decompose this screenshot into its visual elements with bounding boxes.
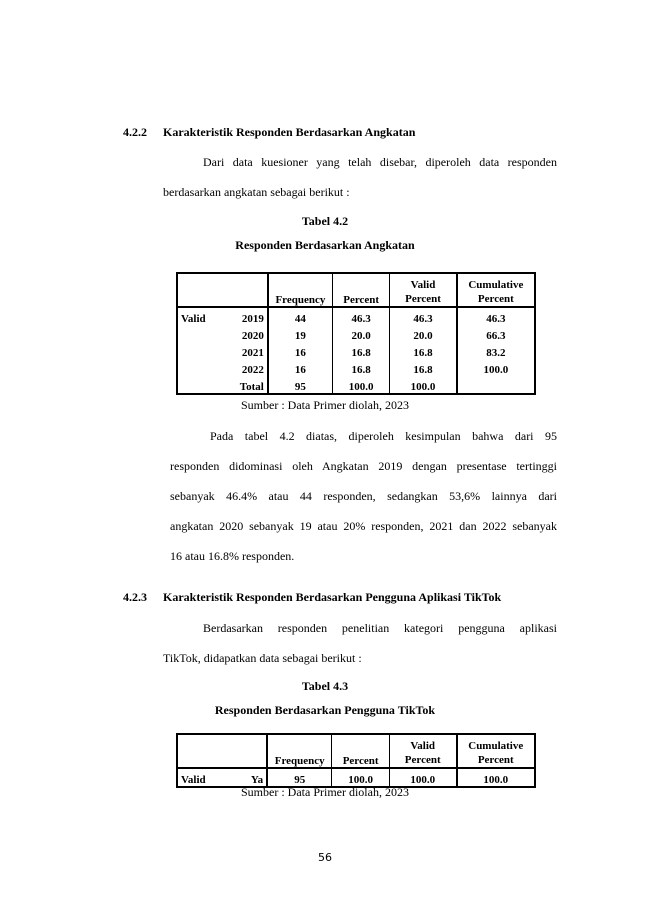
header-percent: Percent [332, 273, 389, 307]
cell-percent: 100.0 [332, 376, 389, 394]
table-row [177, 359, 535, 376]
cell-frequency: 16 [268, 359, 333, 376]
cell-percent: 46.3 [332, 307, 389, 325]
cell-percent: 16.8 [332, 359, 389, 376]
table-pengguna-tiktok [176, 733, 536, 788]
cell-frequency: 95 [267, 768, 332, 787]
header-frequency: Frequency [267, 734, 332, 768]
cell-frequency: 16 [268, 342, 333, 359]
header-valid-percent: Valid Percent [390, 273, 457, 307]
row-label: Ya [223, 768, 267, 787]
table-row [177, 307, 535, 325]
paragraph-line: angkatan 2020 sebanyak 19 atau 20% responden, 2021 dan 2022 sebanyak [170, 519, 557, 533]
cell-valid-percent: 20.0 [390, 325, 457, 342]
cell-cumulative: 100.0 [457, 768, 535, 787]
section-title: Karakteristik Responden Berdasarkan Pengguna Aplikasi TikTok [163, 590, 502, 604]
row-label: 2021 [222, 342, 267, 359]
section-title: Karakteristik Responden Berdasarkan Angkatan [163, 125, 416, 139]
paragraph-line: Berdasarkan responden penelitian kategori pengguna aplikasi [203, 621, 557, 635]
table-title: Responden Berdasarkan Pengguna TikTok [214, 703, 436, 717]
cell-frequency: 95 [268, 376, 333, 394]
cell-cumulative: 100.0 [457, 359, 535, 376]
table-label: Tabel 4.2 [301, 214, 349, 228]
table-label: Tabel 4.3 [301, 679, 349, 693]
cell-valid-percent: 16.8 [390, 342, 457, 359]
cell-valid-percent: 16.8 [390, 359, 457, 376]
table-header-row [177, 273, 535, 307]
cell-valid-percent: 100.0 [389, 768, 456, 787]
cell-frequency: 44 [268, 307, 333, 325]
valid-label: Valid [177, 307, 222, 325]
cell-valid-percent: 46.3 [390, 307, 457, 325]
table-header-row [177, 734, 535, 768]
cell-cumulative: 83.2 [457, 342, 535, 359]
cell-cumulative: 66.3 [457, 325, 535, 342]
paragraph-line: TikTok, didapatkan data sebagai berikut : [163, 651, 362, 665]
paragraph-line: responden didominasi oleh Angkatan 2019 dengan presentase tertinggi [170, 459, 557, 473]
row-label: 2019 [222, 307, 267, 325]
table-angkatan [176, 272, 536, 395]
row-label: 2022 [222, 359, 267, 376]
table-source: Sumber : Data Primer diolah, 2023 [241, 785, 409, 799]
header-cumulative-percent: Cumulative Percent [457, 734, 535, 768]
header-cumulative-percent: Cumulative Percent [457, 273, 535, 307]
paragraph-line: Dari data kuesioner yang telah disebar, diperoleh data responden [203, 155, 557, 169]
valid-label: Valid [177, 768, 223, 787]
section-heading-4-2-2 [123, 125, 415, 140]
section-number: 4.2.2 [123, 125, 147, 139]
intro-paragraph-4-2-3 [163, 613, 557, 673]
discussion-paragraph [170, 421, 557, 571]
row-label: Total [222, 376, 267, 394]
table-row [177, 342, 535, 359]
paragraph-line: 16 atau 16.8% responden. [170, 549, 295, 563]
cell-percent: 20.0 [332, 325, 389, 342]
cell-percent: 100.0 [332, 768, 390, 787]
paragraph-line: berdasarkan angkatan sebagai berikut : [163, 185, 350, 199]
paragraph-line: Pada tabel 4.2 diatas, diperoleh kesimpulan bahwa dari 95 [210, 429, 557, 443]
intro-paragraph-4-2-2 [163, 147, 557, 207]
header-valid-percent: Valid Percent [389, 734, 456, 768]
table-title: Responden Berdasarkan Angkatan [235, 238, 415, 252]
header-frequency: Frequency [268, 273, 333, 307]
table-source: Sumber : Data Primer diolah, 2023 [241, 398, 409, 412]
row-label: 2020 [222, 325, 267, 342]
cell-percent: 16.8 [332, 342, 389, 359]
cell-frequency: 19 [268, 325, 333, 342]
table-row-total [177, 376, 535, 394]
header-percent: Percent [332, 734, 390, 768]
page-number: 56 [318, 851, 332, 864]
table-row [177, 325, 535, 342]
cell-cumulative: 46.3 [457, 307, 535, 325]
paragraph-line: sebanyak 46.4% atau 44 responden, sedangkan 53,6% lainnya dari [170, 489, 557, 503]
cell-cumulative [457, 376, 535, 394]
section-heading-4-2-3 [123, 590, 501, 605]
section-number: 4.2.3 [123, 590, 147, 604]
cell-valid-percent: 100.0 [390, 376, 457, 394]
